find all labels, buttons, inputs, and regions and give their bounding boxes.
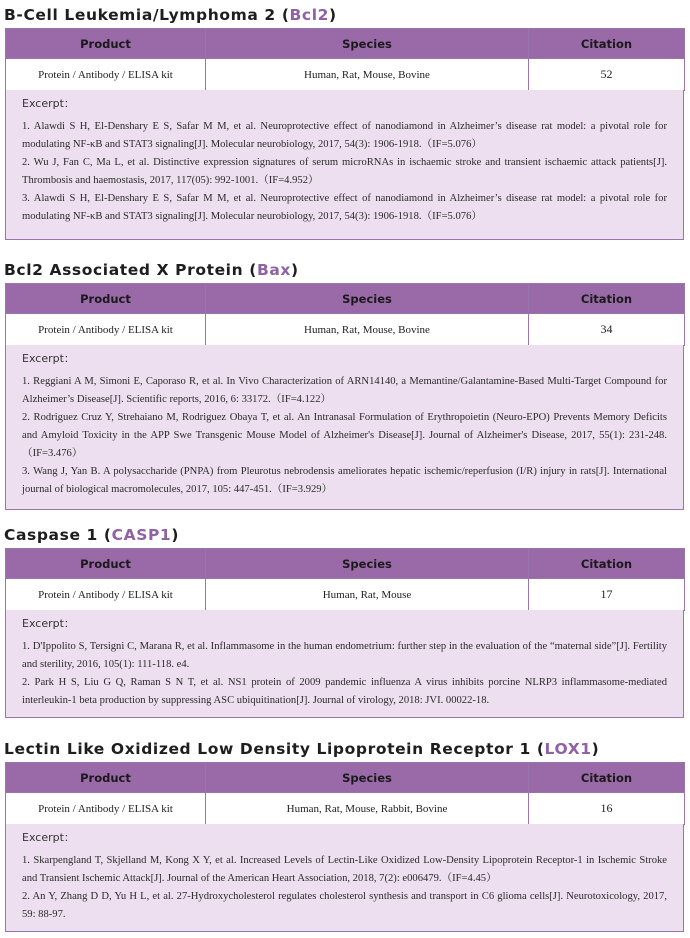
species-header: Species xyxy=(206,763,529,793)
citation-cell: 16 xyxy=(529,793,685,825)
reference-item: 3. Alawdi S H, El-Denshary E S, Safar M M, et al. Neuroprotective effect of nanodiamond in Alzheimer’s disease rat model: a pivotal role for modulating NF-κB and STAT3 signaling[J]. Molecular neurobiology, 2017, 54(3): 1906-1918.（IF=5.076） xyxy=(22,193,667,222)
gene-symbol: CASP1 xyxy=(111,526,172,544)
title-text: B-Cell Leukemia/Lymphoma 2 xyxy=(4,6,276,24)
reference-item: 2. An Y, Zhang D D, Yu H L, et al. 27-Hydroxycholesterol regulates cholesterol synthesis and transport in C6 glioma cells[J]. Neurotoxicology, 2017, 59: 88-97. xyxy=(22,891,667,920)
table-header-row xyxy=(6,284,685,314)
table-header-row xyxy=(6,549,685,579)
product-table xyxy=(5,283,685,346)
excerpt-box xyxy=(5,90,684,240)
gene-symbol: Bax xyxy=(256,261,292,279)
title-text: Lectin Like Oxidized Low Density Lipoprotein Receptor 1 xyxy=(4,740,531,758)
excerpt-label: Excerpt： xyxy=(22,97,75,110)
excerpt-box xyxy=(5,824,684,932)
excerpt-box xyxy=(5,345,684,510)
table-row xyxy=(6,314,685,346)
title-text: Bcl2 Associated X Protein xyxy=(4,261,244,279)
table-row xyxy=(6,59,685,91)
excerpt-box xyxy=(5,610,684,718)
citation-cell: 17 xyxy=(529,579,685,611)
reference-list xyxy=(22,118,667,226)
reference-item: 1. Skarpengland T, Skjelland M, Kong X Y, et al. Increased Levels of Lectin-Like Oxidized Low-Density Lipoprotein Receptor-1 in Ischemic Stroke and Transient Ischemic Attack[J]. Journal of the American Heart Association, 2018, 7(2): e006479.（IF=4.45） xyxy=(22,855,667,884)
reference-item: 2. Park H S, Liu G Q, Raman S N T, et al. NS1 protein of 2009 pandemic influenza A virus inhibits porcine NLRP3 inflammasome-mediated interleukin-1 beta production by suppressing ASC ubiquitination[J]. Journal of virology, 2018: JVI. 00022-18. xyxy=(22,677,667,706)
table-header-row xyxy=(6,29,685,59)
product-header: Product xyxy=(6,549,206,579)
species-cell: Human, Rat, Mouse xyxy=(206,579,529,611)
reference-list xyxy=(22,852,667,924)
citation-header: Citation xyxy=(529,29,685,59)
section-title: Caspase 1 (CASP1) xyxy=(4,526,179,544)
product-cell: Protein / Antibody / ELISA kit xyxy=(6,793,206,825)
reference-item: 3. Wang J, Yan B. A polysaccharide (PNPA) from Pleurotus nebrodensis ameliorates hepatic ischemic/reperfusion (I/R) injury in rats[J]. International journal of biological macromolecules, 2017, 105: 447-451.（IF=3.929） xyxy=(22,466,667,495)
reference-item: 1. D'Ippolito S, Tersigni C, Marana R, et al. Inflammasome in the human endometrium: further step in the evaluation of the “maternal side”[J]. Fertility and sterility, 2016, 105(1): 111-118. e4. xyxy=(22,641,667,670)
product-table xyxy=(5,762,685,825)
reference-item: 2. Wu J, Fan C, Ma L, et al. Distinctive expression signatures of serum microRNAs in ischaemic stroke and transient ischaemic attack patients[J]. Thrombosis and haemostasis, 2017, 117(05): 992-1001.（IF=4.952） xyxy=(22,157,667,186)
gene-symbol: LOX1 xyxy=(544,740,592,758)
section-title: B-Cell Leukemia/Lymphoma 2 (Bcl2) xyxy=(4,6,337,24)
reference-list xyxy=(22,638,667,710)
citation-header: Citation xyxy=(529,284,685,314)
species-header: Species xyxy=(206,549,529,579)
section-title: Bcl2 Associated X Protein (Bax) xyxy=(4,261,299,279)
reference-item: 1. Reggiani A M, Simoni E, Caporaso R, et al. In Vivo Characterization of ARN14140, a Memantine/Galantamine-Based Multi-Target Compound for Alzheimer’s Disease[J]. Scientific reports, 2016, 6: 33172.（IF=4.122） xyxy=(22,376,667,405)
product-table xyxy=(5,28,685,91)
section-title: Lectin Like Oxidized Low Density Lipoprotein Receptor 1 (LOX1) xyxy=(4,740,600,758)
species-cell: Human, Rat, Mouse, Bovine xyxy=(206,59,529,91)
product-cell: Protein / Antibody / ELISA kit xyxy=(6,579,206,611)
citation-cell: 34 xyxy=(529,314,685,346)
excerpt-label: Excerpt： xyxy=(22,831,75,844)
excerpt-label: Excerpt： xyxy=(22,617,75,630)
product-header: Product xyxy=(6,763,206,793)
species-header: Species xyxy=(206,284,529,314)
table-header-row xyxy=(6,763,685,793)
species-header: Species xyxy=(206,29,529,59)
product-cell: Protein / Antibody / ELISA kit xyxy=(6,314,206,346)
product-header: Product xyxy=(6,29,206,59)
gene-symbol: Bcl2 xyxy=(289,6,330,24)
table-row xyxy=(6,579,685,611)
product-cell: Protein / Antibody / ELISA kit xyxy=(6,59,206,91)
reference-item: 1. Alawdi S H, El-Denshary E S, Safar M M, et al. Neuroprotective effect of nanodiamond in Alzheimer’s disease rat model: a pivotal role for modulating NF-κB and STAT3 signaling[J]. Molecular neurobiology, 2017, 54(3): 1906-1918.（IF=5.076） xyxy=(22,121,667,150)
species-cell: Human, Rat, Mouse, Rabbit, Bovine xyxy=(206,793,529,825)
product-header: Product xyxy=(6,284,206,314)
citation-cell: 52 xyxy=(529,59,685,91)
species-cell: Human, Rat, Mouse, Bovine xyxy=(206,314,529,346)
reference-list xyxy=(22,373,667,499)
citation-header: Citation xyxy=(529,549,685,579)
product-table xyxy=(5,548,685,611)
title-text: Caspase 1 xyxy=(4,526,98,544)
excerpt-label: Excerpt： xyxy=(22,352,75,365)
reference-item: 2. Rodriguez Cruz Y, Strehaiano M, Rodriguez Obaya T, et al. An Intranasal Formulation of Erythropoietin (Neuro-EPO) Prevents Memory Deficits and Amyloid Toxicity in the APP Swe Transgenic Mouse Model of Alzheimer's Disease[J]. Journal of Alzheimer's Disease, 2017, 55(1): 231-248.（IF=3.476） xyxy=(22,412,667,459)
citation-header: Citation xyxy=(529,763,685,793)
table-row xyxy=(6,793,685,825)
